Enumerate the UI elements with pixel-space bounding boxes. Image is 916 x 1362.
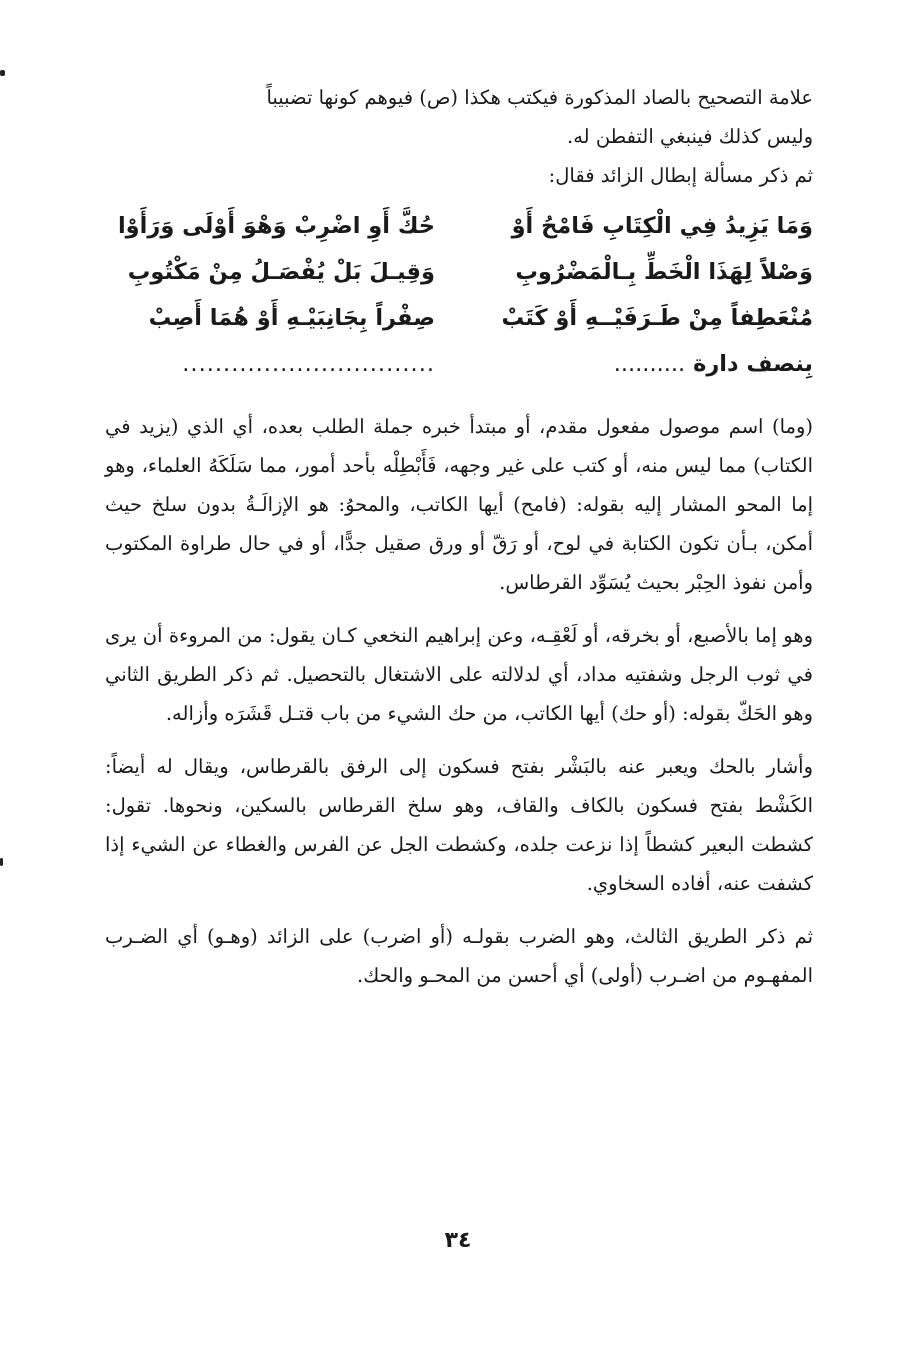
commentary-paragraph-3: وأشار بالحك ويعبر عنه بالبَشْر بفتح فسكون إلى الرفق بالقرطاس، ويقال له أيضاً: الكَشْط بفتح فسكون بالكاف والقاف، وهو سلخ القرطاس بالسكين، ونحوها. تقول: كشطت البعير كشطاً إذا نزعت جلده، وكشطت الجل عن الفرس والغطاء عن الشيء إذا كشفت عنه، أفاده السخاوي. <box>105 755 813 895</box>
verse-4-ellipsis-second: ............................... <box>182 351 435 377</box>
verse-2 <box>105 249 813 295</box>
page-number: ٣٤ <box>444 1228 472 1253</box>
poem-block <box>105 203 813 387</box>
verse-1-second-hemistich: حُكَّ أَوِ اضْرِبْ وَهْوَ أَوْلَى وَرَأَوْا <box>117 213 435 239</box>
scan-mark-top <box>0 70 5 76</box>
intro-line-2: وليس كذلك فينبغي التفطن له. <box>567 125 813 148</box>
verse-1-first-hemistich: وَمَا يَزِيدُ فِي الْكِتَابِ فَامْحُ أَوْ <box>511 213 813 239</box>
poem-lead-in: ثم ذكر مسألة إبطال الزائد فقال: <box>548 164 813 187</box>
verse-4-ellipsis-first: .......... <box>613 351 686 377</box>
verse-2-first-hemistich: وَصْلاً لِهَذَا الْخَطِّ بِـالْمَضْرُوبِ <box>515 259 813 285</box>
verse-3 <box>105 295 813 341</box>
intro-line-1: علامة التصحيح بالصاد المذكورة فيكتب هكذا (ص) فيوهم كونها تضبيباً <box>266 86 813 109</box>
verse-4 <box>105 341 813 387</box>
verse-4-words: بِنصف دارة <box>693 351 813 377</box>
verse-2-second-hemistich: وَقِيـلَ بَلْ يُفْصَـلُ مِنْ مَكْتُوبِ <box>127 259 435 285</box>
verse-4-first-hemistich <box>453 341 813 387</box>
commentary-paragraph-4: ثم ذكر الطريق الثالث، وهو الضرب بقولـه (أو اضرب) على الزائد (وهـو) أي الضـرب المفهـوم من اضـرب (أولى) أي أحسن من المحـو والحك. <box>105 925 813 987</box>
intro-paragraph <box>105 78 813 156</box>
commentary-paragraph-2: وهو إما بالأصبع، أو بخرقه، أو لَعْقِـه، وعن إبراهيم النخعي كـان يقول: من المروءة أن يرى في ثوب الرجل وشفتيه مداد، أي لدلالته على الاشتغال بالتحصيل. ثم ذكر الطريق الثاني وهو الحَكّ بقوله: (أو حك) أيها الكاتب، من حك الشيء من باب قتـل قَشَرَه وأزاله. <box>105 624 813 725</box>
verse-3-second-hemistich: صِفْراً بِجَانِبَيْـهِ أَوْ هُمَا أَصِبْ <box>148 305 435 331</box>
scan-mark-mid <box>0 858 3 866</box>
verse-3-first-hemistich: مُنْعَطِفاً مِنْ طَـرَفَيْــهِ أَوْ كَتَبْ <box>501 305 813 331</box>
verse-1 <box>105 203 813 249</box>
page-body <box>105 78 813 995</box>
commentary-paragraph-1: (وما) اسم موصول مفعول مقدم، أو مبتدأ خبره جملة الطلب بعده، أي الذي (يزيد في الكتاب) مما ليس منه، أو كتب على غير وجهه، فَأَبْطِلْه بأحد أمور، مما سَلَكَهُ العلماء، وهو إما المحو المشار إليه بقوله: (فامح) أيها الكاتب، والمحوُ: هو الإزالَـةُ بدون سلخ حيث أمكن، بـأن تكون الكتابة في لوح، أو رَقّ أو ورق صقيل جدًّا، أو في حال طراوة المكتوب وأمن نفوذ الحِبْر بحيث يُسَوِّد القرطاس. <box>105 415 813 594</box>
